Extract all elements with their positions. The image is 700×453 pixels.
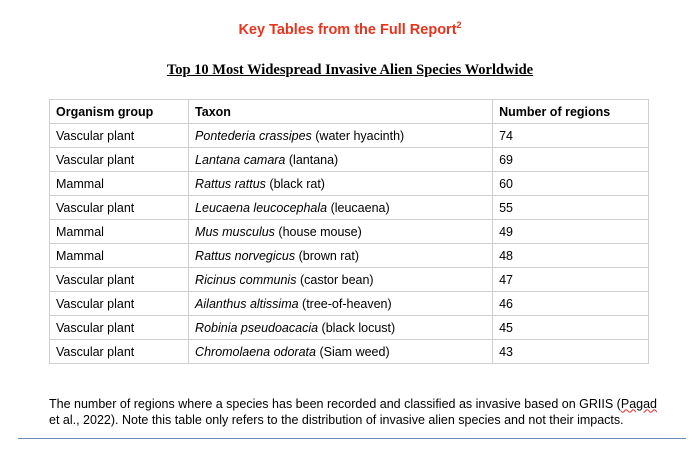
scientific-name: Robinia pseudoacacia [195,320,319,335]
scientific-name: Ailanthus altissima [195,296,299,311]
cell-taxon [189,196,493,220]
species-table [49,99,649,364]
cell-taxon [189,316,493,340]
scientific-name: Leucaena leucocephala [195,200,328,215]
cell-taxon [189,340,493,364]
cell-taxon [189,268,493,292]
table-title: Top 10 Most Widespread Invasive Alien Species Worldwide [166,62,534,78]
table-header-row [50,100,649,124]
table-row [50,148,649,172]
bottom-divider [18,438,686,439]
cell-taxon [189,148,493,172]
scientific-name: Ricinus communis [195,272,297,287]
cell-number-of-regions: 60 [493,172,649,196]
common-name: (Siam weed) [319,344,390,359]
table-row [50,244,649,268]
table-row [50,196,649,220]
cell-number-of-regions: 48 [493,244,649,268]
table-note [49,396,667,428]
table-row [50,340,649,364]
scientific-name: Pontederia crassipes [195,128,312,143]
common-name: (house mouse) [278,224,362,239]
table-row [50,268,649,292]
cell-number-of-regions: 46 [493,292,649,316]
header-organism-group: Organism group [50,100,189,124]
common-name: (brown rat) [298,248,360,263]
scientific-name: Mus musculus [195,224,275,239]
common-name: (water hyacinth) [315,128,405,143]
table-body [50,124,649,364]
common-name: (lantana) [288,152,339,167]
cell-number-of-regions: 69 [493,148,649,172]
cell-organism-group: Vascular plant [50,196,189,220]
scientific-name: Rattus rattus [195,176,266,191]
table-row [50,292,649,316]
note-text-before: The number of regions where a species has been recorded and classified as invasive based on GRIIS ( [49,396,621,411]
table-row [50,316,649,340]
cell-number-of-regions: 43 [493,340,649,364]
header-taxon: Taxon [189,100,493,124]
cell-organism-group: Vascular plant [50,124,189,148]
header-number-of-regions: Number of regions [493,100,649,124]
common-name: (castor bean) [299,272,374,287]
scientific-name: Lantana camara [195,152,286,167]
cell-number-of-regions: 45 [493,316,649,340]
common-name: (black rat) [269,176,325,191]
cell-organism-group: Vascular plant [50,268,189,292]
spellcheck-flagged-word: Pagad [620,396,658,411]
cell-organism-group: Vascular plant [50,292,189,316]
cell-organism-group: Mammal [50,172,189,196]
cell-taxon [189,124,493,148]
scientific-name: Rattus norvegicus [195,248,296,263]
table-row [50,172,649,196]
cell-number-of-regions: 47 [493,268,649,292]
cell-number-of-regions: 49 [493,220,649,244]
cell-taxon [189,292,493,316]
cell-organism-group: Vascular plant [50,340,189,364]
scientific-name: Chromolaena odorata [195,344,316,359]
report-heading-text: Key Tables from the Full Report [238,22,457,38]
footnote-mark: 2 [456,20,462,31]
cell-number-of-regions: 74 [493,124,649,148]
cell-organism-group: Mammal [50,244,189,268]
cell-taxon [189,172,493,196]
table-row [50,220,649,244]
cell-organism-group: Mammal [50,220,189,244]
report-heading [0,22,700,38]
cell-organism-group: Vascular plant [50,148,189,172]
cell-number-of-regions: 55 [493,196,649,220]
cell-organism-group: Vascular plant [50,316,189,340]
note-text-after: et al., 2022). Note this table only refers to the distribution of invasive alien species and not their impacts. [49,412,624,427]
cell-taxon [189,220,493,244]
common-name: (leucaena) [330,200,390,215]
table-row [50,124,649,148]
common-name: (black locust) [321,320,396,335]
common-name: (tree-of-heaven) [302,296,392,311]
cell-taxon [189,244,493,268]
